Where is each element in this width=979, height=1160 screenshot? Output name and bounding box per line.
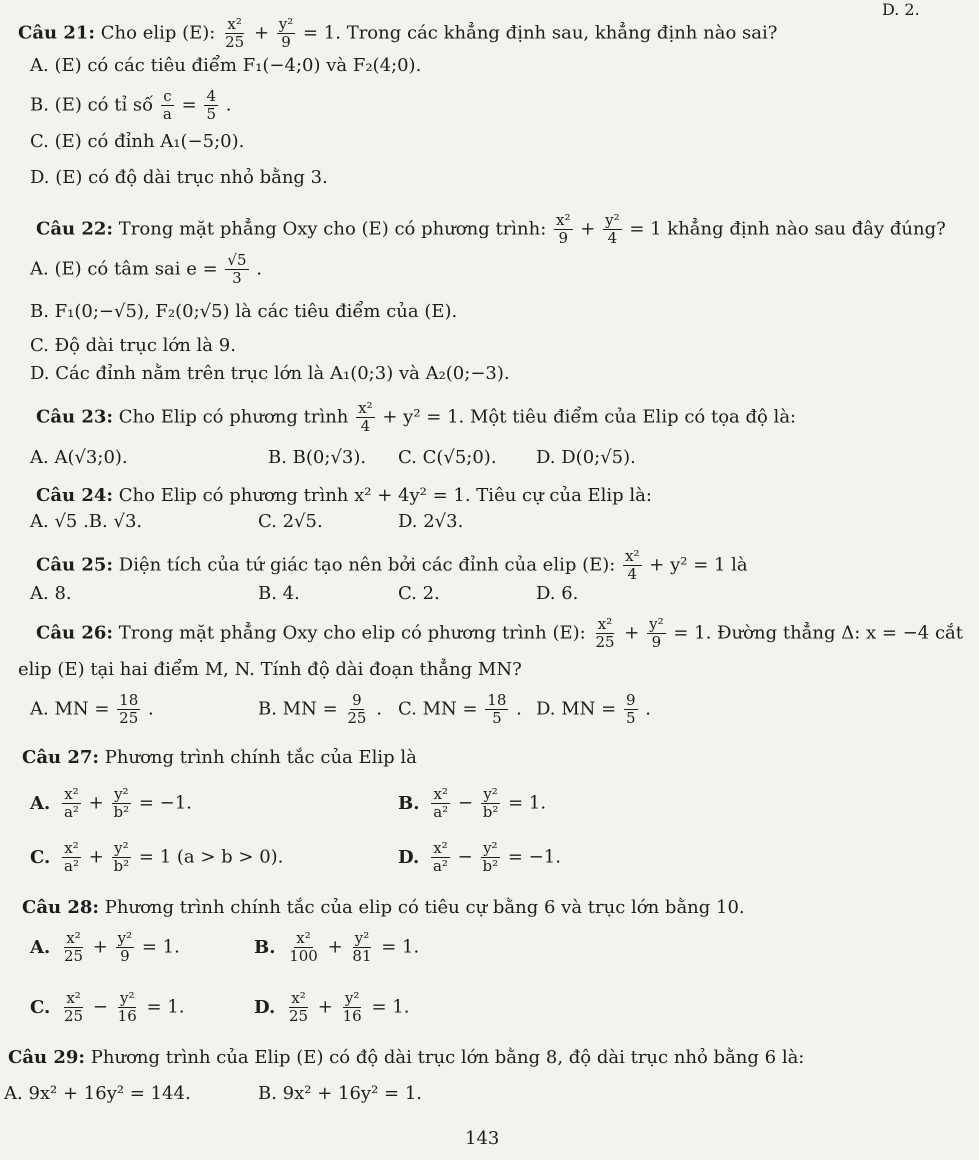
fraction: $\frac{\text{y²}}{9}$ [278,15,294,51]
fraction: $\frac{\text{y²}}{4}$ [605,211,620,247]
fraction: $\frac{\text{x²}}{25}$ [63,929,84,965]
fraction: $\frac{\text{x²}}{\text{a²}}$ [432,839,448,875]
q23-option-d: D. D(0;√5). [536,447,636,468]
q26-option-c: C. MN = $\frac{18}{5}$ . [398,691,522,727]
q26-option-b: B. MN = $\frac{9}{25}$ . [258,691,382,727]
fraction: $\frac{\text{y²}}{\text{b²}}$ [113,785,130,821]
q28-option-b: B. $\frac{\text{x²}}{100}$ + $\frac{\text{y²}}{81}$ = 1. [254,929,420,965]
q29-option-a: A. 9x² + 16y² = 144. [4,1083,191,1104]
fraction: $\frac{\text{x²}}{4}$ [358,399,373,435]
q23-option-c: C. C(√5;0). [398,447,497,468]
q27-stem: Câu 27: Phương trình chính tắc của Elip là [22,747,417,768]
q21-option-c: C. (E) có đỉnh A₁(−5;0). [30,131,245,152]
fraction: $\frac{\text{x²}}{9}$ [556,211,571,247]
q27-option-c: C. $\frac{\text{x²}}{\text{a²}}$ + $\frac{\text{y²}}{\text{b²}}$ = 1 (a > b > 0). [30,839,284,875]
q23-option-b: B. B(0;√3). [268,447,367,468]
fraction: $\frac{\text{y²}}{9}$ [117,929,133,965]
q25-option-b: B. 4. [258,583,300,604]
fraction: $\frac{4}{5}$ [206,87,216,123]
q26-stem-line2: elip (E) tại hai điểm M, N. Tính độ dài đoạn thẳng MN? [18,659,522,680]
q28-option-a: A. $\frac{\text{x²}}{25}$ + $\frac{\text{y²}}{9}$ = 1. [30,929,180,965]
fraction: $\frac{√5}{3}$ [227,251,247,287]
fraction: $\frac{\text{x²}}{25}$ [595,615,615,651]
q21-option-b: B. (E) có tỉ số $\frac{c}{a}$ = $\frac{4}{5}$ . [30,87,232,123]
q25-stem: Câu 25: Diện tích của tứ giác tạo nên bởi các đỉnh của elip (E): $\frac{\text{x²}}{4}$ + y² = 1 là [36,547,748,583]
page-number: 143 [465,1128,500,1149]
q25-option-c: C. 2. [398,583,440,604]
q27-option-b: B. $\frac{\text{x²}}{\text{a²}}$ − $\frac{\text{y²}}{\text{b²}}$ = 1. [398,785,547,821]
q25-option-d: D. 6. [536,583,579,604]
q21-option-a: A. (E) có các tiêu điểm F₁(−4;0) và F₂(4;0). [30,55,422,76]
q24-option-ab: A. √5 .B. √3. [30,511,143,532]
fraction: $\frac{\text{y²}}{9}$ [649,615,664,651]
fraction: $\frac{9}{5}$ [625,691,636,727]
fraction: $\frac{\text{x²}}{25}$ [288,989,309,1025]
fraction: $\frac{\text{y²}}{\text{b²}}$ [482,839,499,875]
q29-stem: Câu 29: Phương trình của Elip (E) có độ dài trục lớn bằng 8, độ dài trục nhỏ bằng 6 là: [8,1047,805,1068]
fraction: $\frac{\text{x²}}{4}$ [625,547,640,583]
fraction: $\frac{18}{5}$ [487,691,507,727]
q22-option-d: D. Các đỉnh nằm trên trục lớn là A₁(0;3) và A₂(0;−3). [30,363,510,384]
corner-text: D. 2. [882,0,920,19]
fraction: $\frac{18}{25}$ [119,691,139,727]
fraction: $\frac{\text{x²}}{\text{a²}}$ [63,785,79,821]
fraction: $\frac{\text{y²}}{16}$ [342,989,362,1025]
fraction: $\frac{\text{x²}}{25}$ [64,989,84,1025]
q26-stem: Câu 26: Trong mặt phẳng Oxy cho elip có phương trình (E): $\frac{\text{x²}}{25}$ + $\frac{\text{y²}}{9}$ = 1. Đường thẳng Δ: x = −4 cắt [36,615,963,651]
q24-stem: Câu 24: Cho Elip có phương trình x² + 4y² = 1. Tiêu cự của Elip là: [36,485,652,506]
q27-option-d: D. $\frac{\text{x²}}{\text{a²}}$ − $\frac{\text{y²}}{\text{b²}}$ = −1. [398,839,561,875]
q22-stem: Câu 22: Trong mặt phẳng Oxy cho (E) có phương trình: $\frac{\text{x²}}{9}$ + $\frac{\text{y²}}{4}$ = 1 khẳng định nào sau đây đúng? [36,211,946,247]
fraction: $\frac{\text{y²}}{16}$ [117,989,137,1025]
q24-option-c: C. 2√5. [258,511,323,532]
q28-option-c: C. $\frac{\text{x²}}{25}$ − $\frac{\text{y²}}{16}$ = 1. [30,989,185,1025]
fraction: $\frac{9}{25}$ [347,691,367,727]
q26-option-a: A. MN = $\frac{18}{25}$ . [30,691,154,727]
fraction: $\frac{\text{y²}}{81}$ [352,929,372,965]
fraction: $\frac{\text{y²}}{\text{b²}}$ [113,839,130,875]
q27-option-a: A. $\frac{\text{x²}}{\text{a²}}$ + $\frac{\text{y²}}{\text{b²}}$ = −1. [30,785,192,821]
q25-option-a: A. 8. [30,583,72,604]
q23-stem: Câu 23: Cho Elip có phương trình $\frac{\text{x²}}{4}$ + y² = 1. Một tiêu điểm của Elip có tọa độ là: [36,399,797,435]
q26-option-d: D. MN = $\frac{9}{5}$ . [536,691,651,727]
q22-option-c: C. Độ dài trục lớn là 9. [30,335,236,356]
fraction: $\frac{\text{x²}}{25}$ [225,15,245,51]
q21-option-d: D. (E) có độ dài trục nhỏ bằng 3. [30,167,328,188]
fraction: $\frac{\text{x²}}{100}$ [289,929,318,965]
fraction: $\frac{\text{x²}}{\text{a²}}$ [64,839,79,875]
fraction: $\frac{\text{x²}}{\text{a²}}$ [433,785,449,821]
fraction: $\frac{c}{a}$ [162,87,172,123]
fraction: $\frac{\text{y²}}{\text{b²}}$ [482,785,499,821]
q28-option-d: D. $\frac{\text{x²}}{25}$ + $\frac{\text{y²}}{16}$ = 1. [254,989,410,1025]
q28-stem: Câu 28: Phương trình chính tắc của elip có tiêu cự bằng 6 và trục lớn bằng 10. [22,897,745,918]
q29-option-b: B. 9x² + 16y² = 1. [258,1083,423,1104]
q22-option-b: B. F₁(0;−√5), F₂(0;√5) là các tiêu điểm của (E). [30,301,458,322]
q22-option-a: A. (E) có tâm sai e = $\frac{√5}{3}$ . [30,251,262,287]
q23-option-a: A. A(√3;0). [30,447,128,468]
q21-stem: Câu 21: Cho elip (E): $\frac{\text{x²}}{25}$ + $\frac{\text{y²}}{9}$ = 1. Trong các khẳng định sau, khẳng định nào sai? [18,15,778,51]
q24-option-d: D. 2√3. [398,511,464,532]
